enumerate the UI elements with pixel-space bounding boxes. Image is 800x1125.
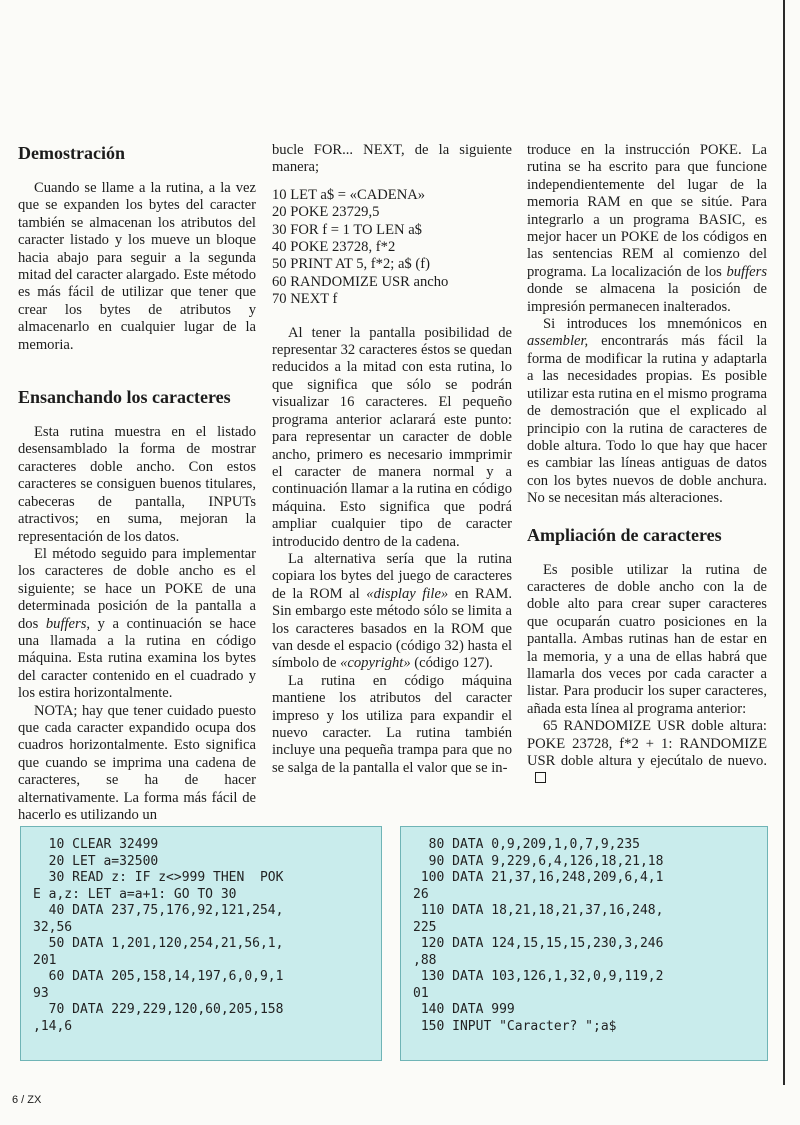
code-line: 20 POKE 23729,5: [272, 204, 380, 221]
listing-line: 50 DATA 1,201,120,254,21,56,1,: [33, 936, 284, 951]
listing-line: 120 DATA 124,15,15,15,230,3,246: [413, 936, 664, 951]
heading-demostracion: Demostración: [18, 143, 125, 163]
code-line: 60 RANDOMIZE USR ancho: [272, 273, 449, 290]
paragraph-pantalla: Al tener la pantalla posibilidad de representar 32 caracteres éstos se quedan reducidos a la mitad con esta rutina, lo que significa que sólo se podrán visualizar 16 caracteres. El pequeño programa anterior aclarará este punto: para representar un caracter de doble ancho, primero es necesario immprimir el caracter de manera normal y a continuación llamar a la rutina en código máquina. Esto significa que podrá ampliar cualquier tipo de caracter introducido dentro de la cadena.: [272, 324, 512, 550]
listing-line: 130 DATA 103,126,1,32,0,9,119,2: [413, 969, 664, 984]
column-2: [272, 142, 512, 777]
listing-line: ,14,6: [33, 1018, 73, 1034]
paragraph-demostracion: Cuando se llame a la rutina, a la vez que se expanden los bytes del caracter también se almacenan los atributos del caracter listado y los mueve un bloque hacia abajo para seguir a la segunda mitad del caracter alargado. Este método es más fácil de utilizar que tener que crear los bytes de atributos y almacenarlo en cualquier lugar de la memoria.: [18, 180, 256, 353]
listing-line: 110 DATA 18,21,18,21,37,16,248,: [413, 903, 664, 918]
listing-line: 70 DATA 229,229,120,60,205,158: [33, 1002, 284, 1017]
listing-line: 80 DATA 0,9,209,1,0,7,9,235: [413, 837, 640, 852]
listing-line: 40 DATA 237,75,176,92,121,254,: [33, 903, 284, 918]
listing-line: 32,56: [33, 919, 73, 935]
end-of-article-mark: [535, 772, 546, 783]
basic-example-code: [272, 187, 512, 309]
code-line: 40 POKE 23728, f*2: [272, 239, 396, 256]
listing-line: E a,z: LET a=a+1: GO TO 30: [33, 886, 237, 902]
heading-ampliacion: Ampliación de caracteres: [527, 524, 722, 545]
paragraph-assembler: Si introduces los mnemónicos en assembler, encontrarás más fácil la forma de modificar la rutina y adaptarla a las necesidades propias. Es posible utilizar esta rutina en el mismo programa de demostración que el explicado al principio con la rutina de caracteres de doble altura. Todo lo que hay que hacer es cambiar las líneas antiguas de datos con los bytes nuevos de doble anchura. No se necesitan más alteraciones.: [527, 316, 767, 507]
paragraph-nota: NOTA; hay que tener cuidado puesto que cada caracter expandido ocupa dos cuadros horizontalmente. Esto significa que cuando se imprima una cadena de caracteres, se ha de hacer alternativamente. La forma más fácil de hacerlo es utilizando un: [18, 702, 256, 823]
paragraph-ampliacion: Es posible utilizar la rutina de caracteres de doble ancho con la de doble alto para crear super caracteres que ocuparán cuatro posiciones en la pantalla. Ambas rutinas han de estar en la memoria, y a una de ellas habrá que llamarla dos veces por cada caracter a listar. Para producir los super caracteres, añada esta línea al programa anterior:: [527, 561, 767, 717]
code-line: 70 NEXT f: [272, 291, 338, 308]
listing-line: 10 CLEAR 32499: [33, 837, 159, 852]
column-1: [18, 142, 256, 824]
listing-line: 140 DATA 999: [413, 1002, 515, 1017]
paragraph-bucle: bucle FOR... NEXT, de la siguiente manera;: [272, 142, 512, 176]
listing-line: 26: [413, 886, 429, 902]
heading-ensanchando: Ensanchando los caracteres: [18, 387, 231, 408]
listing-line: 100 DATA 21,37,16,248,209,6,4,1: [413, 870, 664, 885]
listing-line: 150 INPUT "Caracter? ";a$: [413, 1018, 617, 1034]
page-footer: 6 / ZX: [12, 1094, 42, 1106]
listing-line: 93: [33, 985, 49, 1001]
listing-line: ,88: [413, 952, 437, 968]
listing-line: 20 LET a=32500: [33, 853, 159, 869]
listing-line: 225: [413, 919, 437, 935]
code-line: 50 PRINT AT 5, f*2; a$ (f): [272, 256, 430, 273]
column-3: [527, 142, 767, 788]
paragraph-ensanchando-2: El método seguido para implementar los caracteres de doble ancho es el siguiente; se hace un POKE de una determinada posición de la pantalla a dos buffers, y a continuación se hace una llamada a la rutina en código máquina. Esta rutina examina los bytes del caracter contenido en el cuadrado y los estira horizontalmente.: [18, 545, 256, 702]
code-line: 30 FOR f = 1 TO LEN a$: [272, 221, 422, 238]
code-line: 10 LET a$ = «CADENA»: [272, 186, 426, 203]
code-listing-1: [20, 826, 382, 1061]
paragraph-alternativa: La alternativa sería que la rutina copiara los bytes del juego de caracteres de la ROM al «display file» en RAM. Sin embargo este método sólo se limita a los caracteres basados en la ROM que van desde el espacio (código 32) hasta el símbolo de «copyright» (código 127).: [272, 550, 512, 672]
paragraph-ensanchando-1: Esta rutina muestra en el listado desensamblado la forma de mostrar caracteres doble ancho. Con estos caracteres se consiguen buenos titulares, cabeceras de pantalla, INPUTs atractivos; en suma, mejoran la representación de los datos.: [18, 424, 256, 545]
paragraph-randomize: 65 RANDOMIZE USR doble altura: POKE 23728, f*2 + 1: RANDOMIZE USR doble altura y ejecútalo de nuevo.: [527, 718, 767, 788]
code-listing-2: [400, 826, 768, 1061]
paragraph-poke: troduce en la instrucción POKE. La rutina se ha escrito para que funcione independientemente del lugar de la memoria RAM en que se sitúe. Para integrarlo a un programa BASIC, es mejor hacer un POKE de los códigos en las sentencias REM al comienzo del programa. La localización de los buffers donde se almacena la posición de impresión permanecen inalterados.: [527, 142, 767, 315]
listing-line: 30 READ z: IF z<>999 THEN POK: [33, 870, 284, 885]
listing-line: 201: [33, 952, 57, 968]
listing-line: 60 DATA 205,158,14,197,6,0,9,1: [33, 969, 284, 984]
listing-line: 90 DATA 9,229,6,4,126,18,21,18: [413, 853, 664, 869]
paragraph-rutina-codigo: La rutina en código máquina mantiene los atributos del caracter impreso y los utiliza para expandir el nuevo caracter. La rutina también incluye una pequeña trampa para que no se salga de la pantalla el valor que se in-: [272, 672, 512, 776]
listing-line: 01: [413, 985, 429, 1001]
page-edge-rule: [783, 0, 785, 1085]
